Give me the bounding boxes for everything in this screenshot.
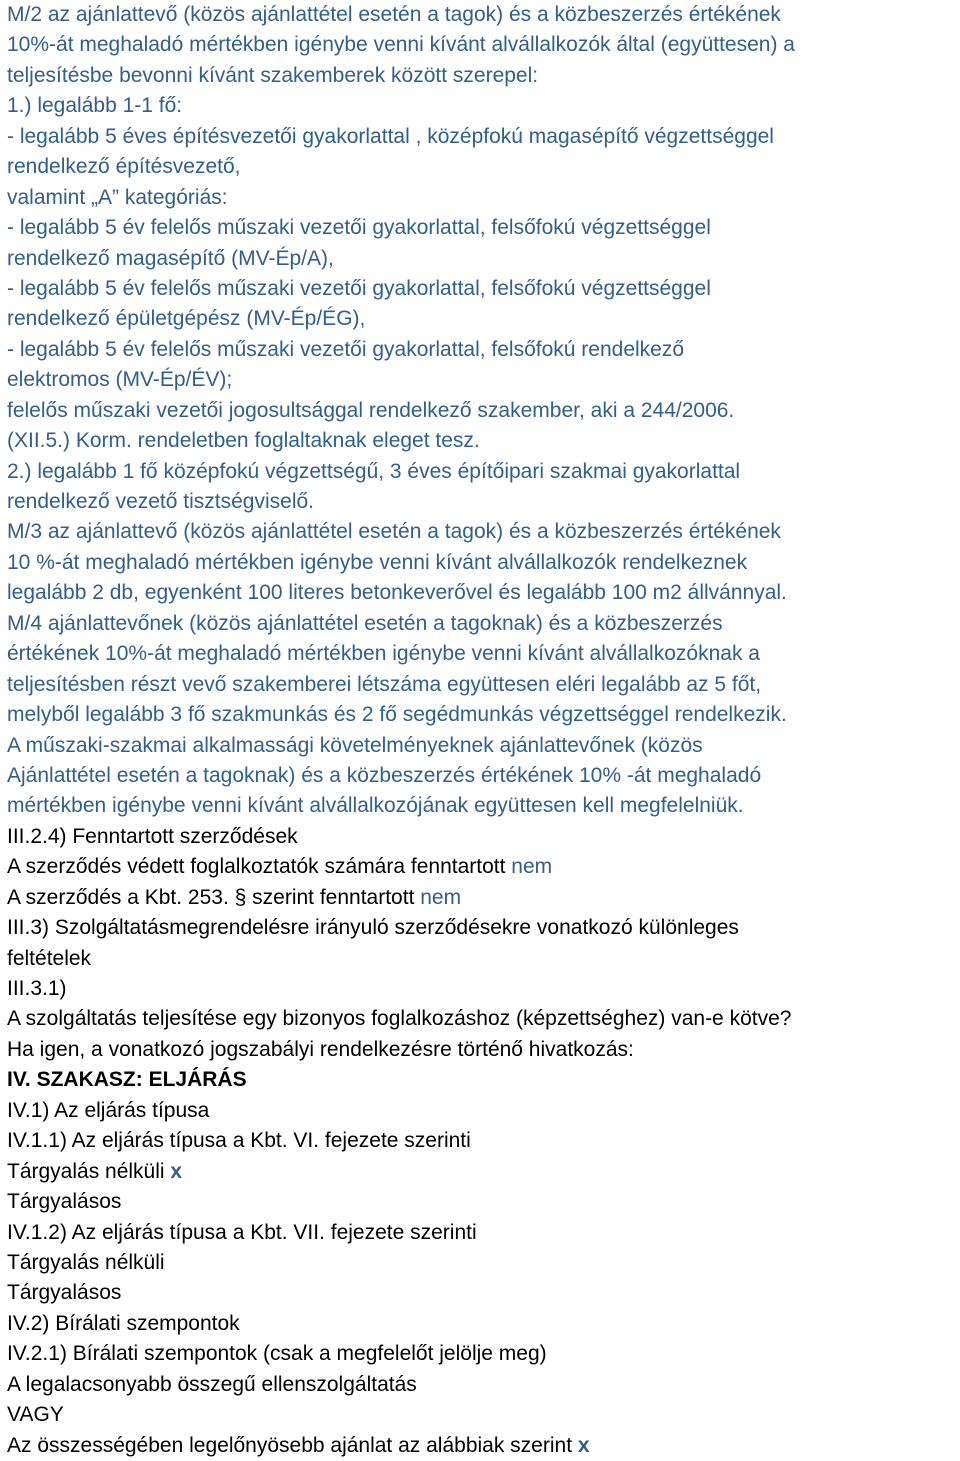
text-line: teljesítésben részt vevő szakemberei létszáma együttesen eléri legalább az 5 főt, bbox=[7, 672, 762, 696]
procedure-type-chapter-vii: IV.1.2) Az eljárás típusa a Kbt. VII. fejezete szerinti bbox=[7, 1220, 477, 1244]
or-separator: VAGY bbox=[7, 1403, 64, 1427]
text-line: mértékben igénybe venni kívánt alvállalkozójának együttesen kell megfelelniük. bbox=[7, 794, 744, 818]
service-conditions-section bbox=[7, 913, 957, 1065]
text-line: 10 %-át meghaladó mértékben igénybe venni kívánt alvállalkozók rendelkeznek bbox=[7, 550, 748, 574]
suitability-requirements-block bbox=[7, 0, 957, 822]
text-line: melyből legalább 3 fő szakmunkás és 2 fő segédmunkás végzettséggel rendelkezik. bbox=[7, 703, 787, 727]
award-criteria-subheading: IV.2.1) Bírálati szempontok (csak a megfelelőt jelölje meg) bbox=[7, 1342, 547, 1366]
text-line: rendelkező vezető tisztségviselő. bbox=[7, 490, 314, 513]
reserved-contracts-section bbox=[7, 822, 957, 913]
text-line: teljesítésbe bevonni kívánt szakemberek között szerepel: bbox=[7, 63, 539, 87]
option-label: Az összességében legelőnyösebb ajánlat az alábbiak szerint bbox=[7, 1433, 573, 1457]
section-heading: III.2.4) Fenntartott szerződések bbox=[7, 824, 298, 848]
reserved-kbt-row bbox=[7, 883, 957, 913]
text-line: A műszaki-szakmai alkalmassági követelményeknek ajánlattevőnek (közös bbox=[7, 733, 703, 757]
text-line: - legalább 5 éves építésvezetői gyakorlattal , középfokú magasépítő végzettséggel bbox=[7, 124, 774, 148]
option-label: Tárgyalás nélküli bbox=[7, 1159, 165, 1183]
selected-mark: x bbox=[170, 1159, 183, 1183]
text-line: elektromos (MV-Ép/ÉV); bbox=[7, 368, 233, 392]
text-line: rendelkező épületgépész (MV-Ép/ÉG), bbox=[7, 307, 366, 331]
text-line: 1.) legalább 1-1 fő: bbox=[7, 94, 183, 118]
section-heading: III.3) Szolgáltatásmegrendelésre irányuló szerződésekre vonatkozó különleges bbox=[7, 916, 739, 940]
text-line: legalább 2 db, egyenként 100 literes betonkeverővel és legalább 100 m2 állvánnyal. bbox=[7, 581, 787, 605]
section-heading-continued: feltételek bbox=[7, 946, 92, 970]
text-line: Ajánlattétel esetén a tagoknak) és a közbeszerzés értékének 10% -át meghaladó bbox=[7, 763, 762, 787]
section-title: IV. SZAKASZ: ELJÁRÁS bbox=[7, 1068, 247, 1092]
award-criteria-heading: IV.2) Bírálati szempontok bbox=[7, 1311, 240, 1335]
reference-text: Ha igen, a vonatkozó jogszabályi rendelkezésre történő hivatkozás: bbox=[7, 1037, 634, 1061]
question-text: A szolgáltatás teljesítése egy bizonyos foglalkozáshoz (képzettséghez) van-e kötve? bbox=[7, 1007, 792, 1031]
option-lowest-price: A legalacsonyabb összegű ellenszolgáltatás bbox=[7, 1372, 417, 1396]
option-without-negotiation bbox=[7, 1157, 957, 1187]
option-most-advantageous bbox=[7, 1431, 957, 1461]
text-line: felelős műszaki vezetői jogosultsággal rendelkező szakember, aki a 244/2006. bbox=[7, 398, 735, 422]
option-with-negotiation: Tárgyalásos bbox=[7, 1190, 122, 1214]
text-line: - legalább 5 év felelős műszaki vezetői gyakorlattal, felsőfokú végzettséggel bbox=[7, 276, 711, 300]
text-line: - legalább 5 év felelős műszaki vezetői gyakorlattal, felsőfokú rendelkező bbox=[7, 337, 685, 361]
procedure-type-heading: IV.1) Az eljárás típusa bbox=[7, 1098, 210, 1122]
row-value: nem bbox=[420, 885, 462, 909]
reserved-protected-row bbox=[7, 852, 957, 882]
text-line: M/2 az ajánlattevő (közös ajánlattétel esetén a tagok) és a közbeszerzés értékének bbox=[7, 3, 781, 26]
procedure-section bbox=[7, 1065, 957, 1461]
text-line: 2.) legalább 1 fő középfokú végzettségű, 3 éves építőipari szakmai gyakorlattal bbox=[7, 459, 741, 483]
option-with-negotiation: Tárgyalásos bbox=[7, 1281, 122, 1305]
text-line: rendelkező építésvezető, bbox=[7, 155, 241, 179]
text-line: - legalább 5 év felelős műszaki vezetői gyakorlattal, felsőfokú végzettséggel bbox=[7, 216, 711, 240]
document-body bbox=[7, 0, 957, 1461]
row-value: nem bbox=[511, 855, 553, 879]
text-line: M/3 az ajánlattevő (közös ajánlattétel esetén a tagok) és a közbeszerzés értékének bbox=[7, 520, 781, 544]
procedure-type-chapter-vi: IV.1.1) Az eljárás típusa a Kbt. VI. fejezete szerinti bbox=[7, 1129, 471, 1153]
text-line: rendelkező magasépítő (MV-Ép/A), bbox=[7, 246, 334, 270]
text-line: 10%-át meghaladó mértékben igénybe venni kívánt alvállalkozók által (együttesen) a bbox=[7, 33, 795, 57]
row-label: A szerződés a Kbt. 253. § szerint fenntartott bbox=[7, 885, 415, 909]
row-label: A szerződés védett foglalkoztatók számára fenntartott bbox=[7, 855, 506, 879]
text-line: M/4 ajánlattevőnek (közös ajánlattétel esetén a tagoknak) és a közbeszerzés bbox=[7, 611, 723, 635]
option-without-negotiation: Tárgyalás nélküli bbox=[7, 1250, 165, 1274]
text-line: (XII.5.) Korm. rendeletben foglaltaknak eleget tesz. bbox=[7, 429, 480, 453]
text-line: valamint „A” kategóriás: bbox=[7, 185, 228, 209]
selected-mark: x bbox=[577, 1433, 590, 1457]
sub-heading: III.3.1) bbox=[7, 977, 67, 1000]
text-line: értékének 10%-át meghaladó mértékben igénybe venni kívánt alvállalkozóknak a bbox=[7, 642, 760, 666]
